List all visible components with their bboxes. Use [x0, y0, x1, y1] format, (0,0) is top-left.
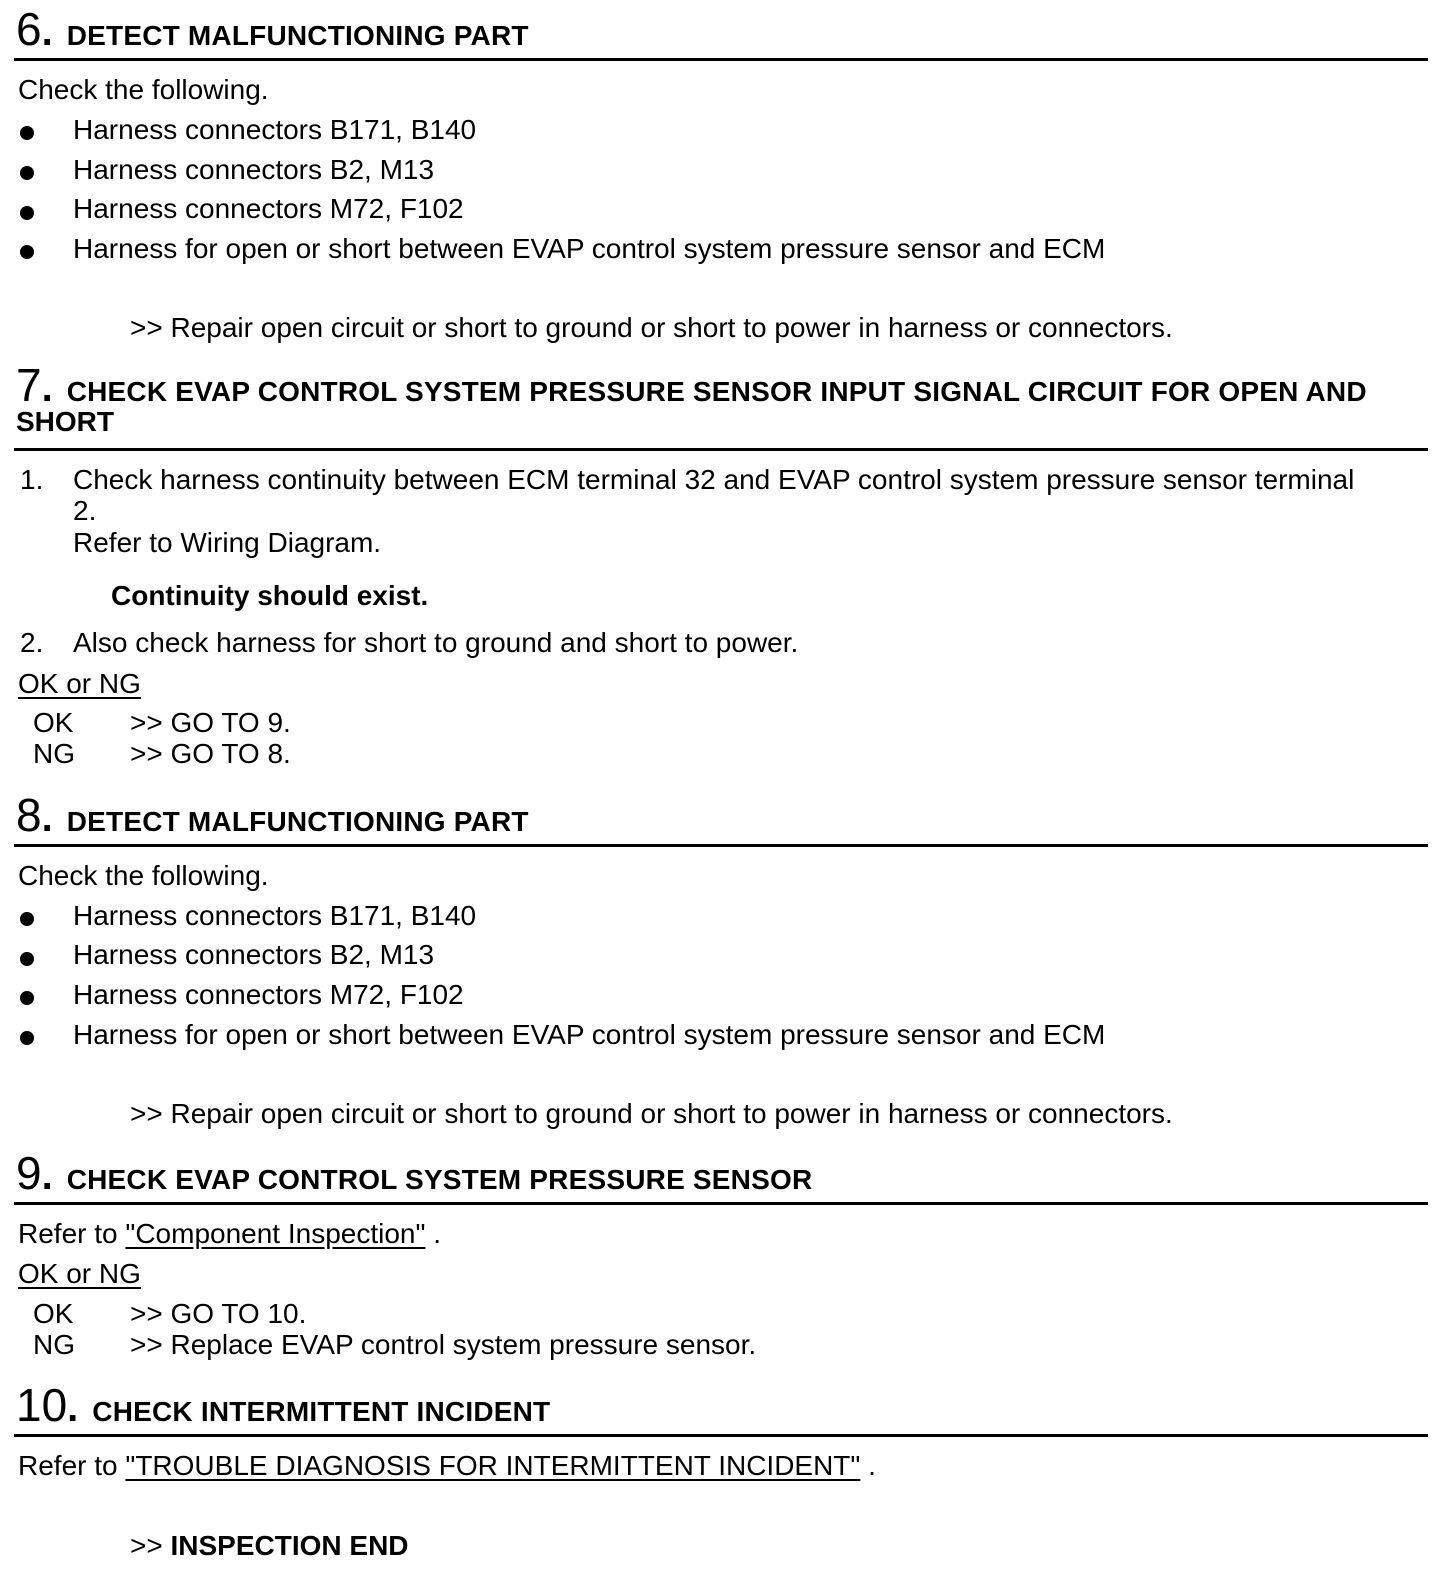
component-inspection-link[interactable]: "Component Inspection": [125, 1218, 426, 1249]
step-9-heading: 9. CHECK EVAP CONTROL SYSTEM PRESSURE SENSOR: [16, 1147, 813, 1199]
divider: [14, 1434, 1428, 1437]
bullet-icon: [20, 1031, 34, 1045]
ng-action: >> GO TO 8.: [130, 738, 291, 769]
list-item: Harness connectors M72, F102: [73, 979, 464, 1010]
list-item: Harness connectors B2, M13: [73, 154, 435, 185]
ng-action: >> Replace EVAP control system pressure sensor.: [130, 1329, 757, 1360]
step-8-result: >> Repair open circuit or short to ground or short to power in harness or connectors.: [130, 1098, 1173, 1129]
step-10-heading: 10. CHECK INTERMITTENT INCIDENT: [16, 1379, 551, 1431]
list-item: Harness connectors B171, B140: [73, 900, 477, 931]
step-number: 10: [16, 1379, 68, 1431]
list-item: Also check harness for short to ground and short to power.: [73, 627, 799, 658]
trouble-diagnosis-link[interactable]: "TROUBLE DIAGNOSIS FOR INTERMITTENT INCIDENT": [125, 1450, 861, 1481]
list-item: Harness connectors B2, M13: [73, 939, 435, 970]
step-8-intro: Check the following.: [18, 860, 269, 891]
step-8-heading: 8. DETECT MALFUNCTIONING PART: [16, 789, 529, 841]
list-item-note: Refer to Wiring Diagram.: [73, 527, 382, 558]
ok-ng-label: OK or NG: [18, 668, 141, 699]
step-title: DETECT MALFUNCTIONING PART: [66, 20, 529, 51]
bullet-icon: [20, 991, 34, 1005]
step-6-heading: 6. DETECT MALFUNCTIONING PART: [16, 3, 529, 55]
bullet-icon: [20, 126, 34, 140]
refer-suffix: .: [868, 1450, 876, 1481]
step-6-intro: Check the following.: [18, 74, 269, 105]
ok-action: >> GO TO 9.: [130, 707, 291, 738]
refer-suffix: .: [433, 1218, 442, 1249]
refer-line: [18, 1450, 876, 1482]
refer-line: [18, 1218, 441, 1250]
list-item-continued: 2.: [73, 495, 97, 526]
divider: [14, 844, 1428, 847]
step-number: 9: [16, 1147, 42, 1199]
inspection-end: [130, 1530, 409, 1562]
list-number: 1.: [20, 464, 44, 495]
refer-prefix: Refer to: [18, 1218, 118, 1249]
bullet-icon: [20, 206, 34, 220]
bullet-icon: [20, 912, 34, 926]
list-item: Harness connectors B171, B140: [73, 114, 477, 145]
refer-prefix: Refer to: [18, 1450, 118, 1481]
ok-ng-label: OK or NG: [18, 1258, 141, 1289]
step-number: 8: [16, 789, 42, 841]
list-item: Harness connectors M72, F102: [73, 193, 464, 224]
divider: [14, 448, 1428, 451]
ok-action: >> GO TO 10.: [130, 1298, 307, 1329]
step-number: 6: [16, 3, 42, 55]
step-title: DETECT MALFUNCTIONING PART: [66, 806, 529, 837]
ok-label: OK: [33, 1298, 74, 1329]
divider: [14, 1202, 1428, 1205]
bullet-icon: [20, 952, 34, 966]
step-6-result: >> Repair open circuit or short to ground or short to power in harness or connectors.: [130, 312, 1173, 343]
ng-label: NG: [33, 738, 75, 769]
step-number: 7: [16, 359, 42, 411]
end-text: INSPECTION END: [170, 1530, 409, 1561]
divider: [14, 58, 1428, 61]
step-7-heading: 7. CHECK EVAP CONTROL SYSTEM PRESSURE SENSOR INPUT SIGNAL CIRCUIT FOR OPEN AND: [16, 359, 1367, 411]
list-item: Harness for open or short between EVAP control system pressure sensor and ECM: [73, 233, 1106, 264]
ng-label: NG: [33, 1329, 75, 1360]
list-item: Harness for open or short between EVAP control system pressure sensor and ECM: [73, 1019, 1106, 1050]
step-title: CHECK INTERMITTENT INCIDENT: [92, 1396, 551, 1427]
ok-label: OK: [33, 707, 74, 738]
step-title: CHECK EVAP CONTROL SYSTEM PRESSURE SENSOR: [66, 1164, 813, 1195]
spec-note: Continuity should exist.: [111, 580, 429, 611]
list-item: Check harness continuity between ECM terminal 32 and EVAP control system pressure sensor terminal: [73, 464, 1355, 495]
bullet-icon: [20, 166, 34, 180]
end-prefix: >>: [130, 1530, 163, 1561]
bullet-icon: [20, 245, 34, 259]
step-title-continued: SHORT: [16, 406, 114, 437]
list-number: 2.: [20, 627, 44, 658]
step-title: CHECK EVAP CONTROL SYSTEM PRESSURE SENSOR INPUT SIGNAL CIRCUIT FOR OPEN AND: [66, 376, 1367, 407]
